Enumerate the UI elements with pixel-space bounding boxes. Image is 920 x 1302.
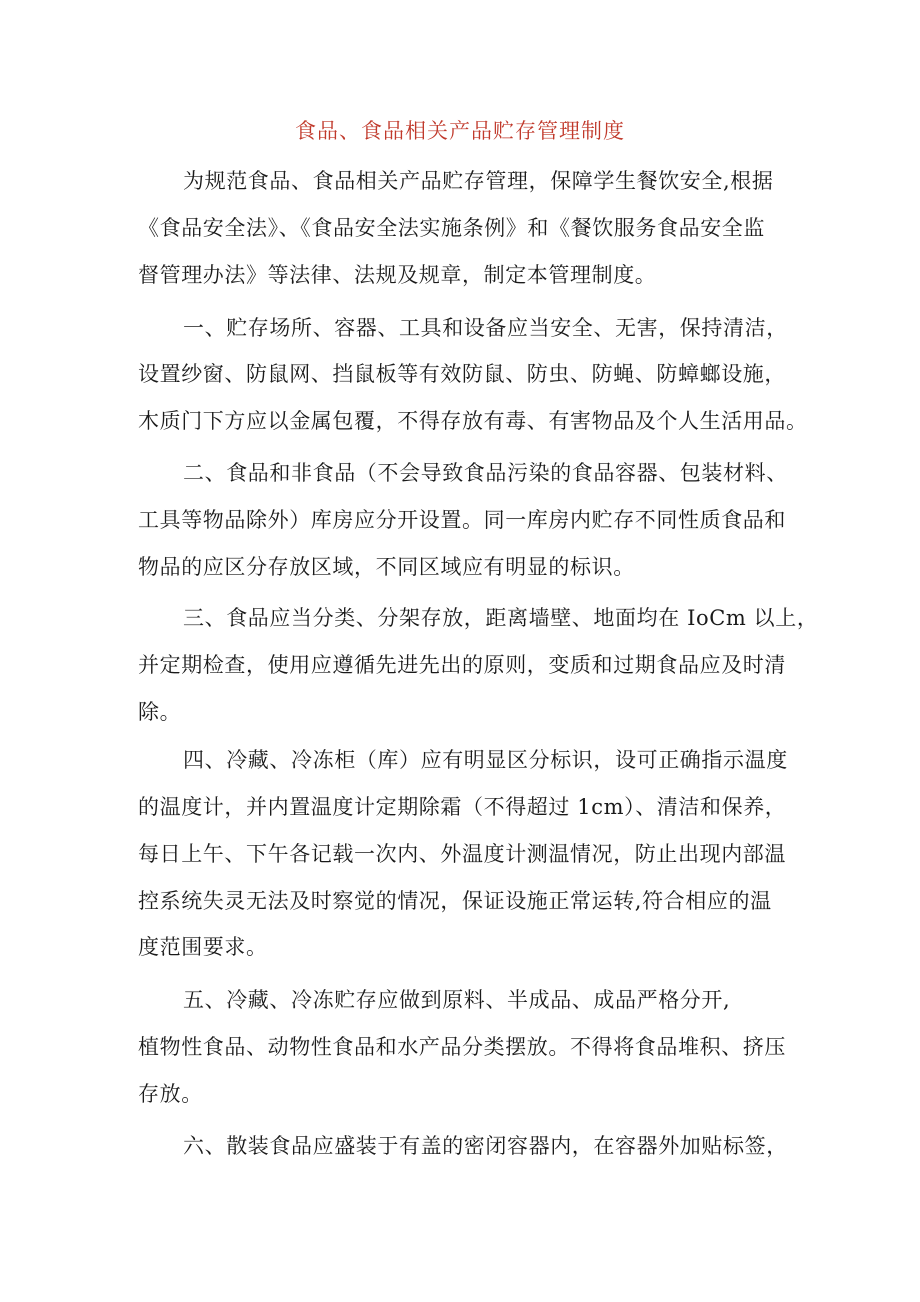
paragraph-line: 设置纱窗、防鼠网、挡鼠板等有效防鼠、防虫、防蝇、防蟑螂设施， <box>138 362 786 386</box>
paragraph-line: 《食品安全法》、《食品安全法实施条例》和《餐饮服务食品安全监 <box>138 216 765 240</box>
paragraph-line: 度范围要求。 <box>138 935 268 959</box>
paragraph-line: 五、冷藏、冷冻贮存应做到原料、半成品、成品严格分开, <box>183 988 731 1012</box>
document-title: 食品、食品相关产品贮存管理制度 <box>295 119 625 143</box>
paragraph-line: 并定期检查，使用应遵循先进先出的原则，变质和过期食品应及时清 <box>138 653 786 677</box>
paragraph-line: 控系统失灵无法及时察觉的情况，保证设施正常运转,符合相应的温 <box>138 889 772 913</box>
paragraph-line: 三、食品应当分类、分架存放，距离墙壁、地面均在 IoCm 以上， <box>183 606 819 630</box>
paragraph-line: 二、食品和非食品（不会导致食品污染的食品容器、包装材料、 <box>183 461 788 485</box>
paragraph-line: 工具等物品除外）库房应分开设置。同一库房内贮存不同性质食品和 <box>138 508 786 532</box>
paragraph-line: 督管理办法》等法律、法规及规章，制定本管理制度。 <box>138 263 657 287</box>
paragraph-line: 一、贮存场所、容器、工具和设备应当安全、无害，保持清洁， <box>183 316 788 340</box>
paragraph-line: 存放。 <box>138 1082 203 1106</box>
paragraph-line: 六、散装食品应盛装于有盖的密闭容器内，在容器外加贴标签， <box>183 1134 788 1158</box>
paragraph-line: 的温度计，并内置温度计定期除霜（不得超过 1cm）、清洁和保养， <box>138 795 787 819</box>
paragraph-line: 四、冷藏、冷冻柜（库）应有明显区分标识，设可正确指示温度 <box>183 748 788 772</box>
paragraph-line: 植物性食品、动物性食品和水产品分类摆放。不得将食品堆积、挤压 <box>138 1035 786 1059</box>
paragraph-line: 物品的应区分存放区域，不同区域应有明显的标识。 <box>138 555 635 579</box>
paragraph-line: 除。 <box>138 700 182 724</box>
paragraph-line: 为规范食品、食品相关产品贮存管理，保障学生餐饮安全,根据 <box>183 169 774 193</box>
paragraph-line: 木质门下方应以金属包覆，不得存放有毒、有害物品及个人生活用品。 <box>138 409 808 433</box>
paragraph-line: 每日上午、下午各记载一次内、外温度计测温情况，防止出现内部温 <box>138 842 786 866</box>
